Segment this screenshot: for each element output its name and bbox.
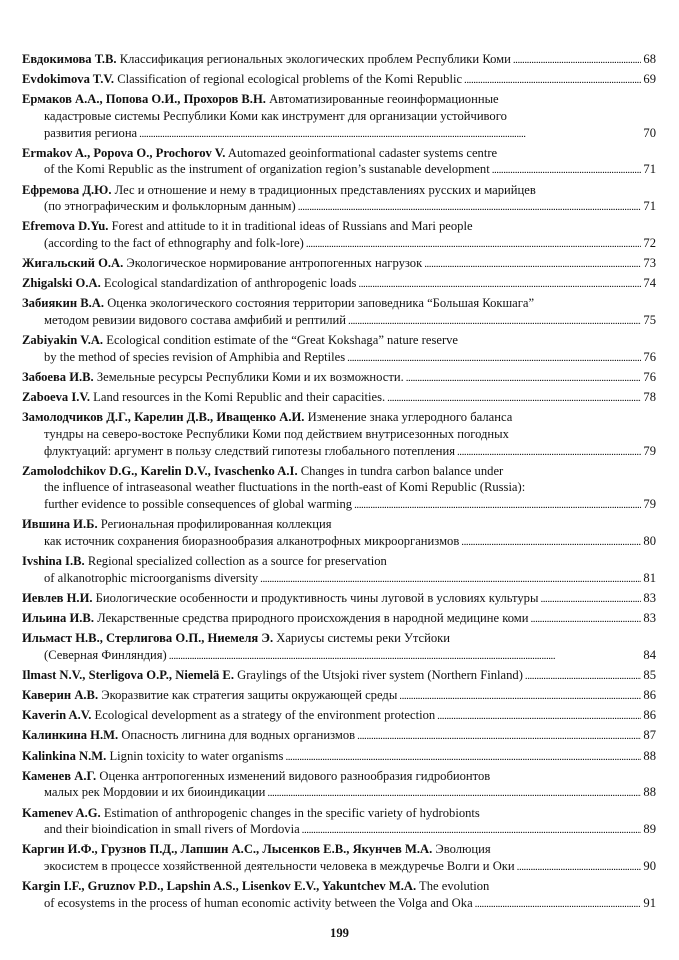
toc-entry-line: [22, 895, 656, 912]
entry-page-number: 84: [643, 647, 656, 662]
toc-entry: [22, 841, 656, 874]
entry-title: Lignin toxicity to water organisms: [109, 748, 284, 763]
toc-entry: [22, 182, 656, 215]
entry-title: Земельные ресурсы Республики Коми и их возможности.: [96, 370, 404, 385]
toc-entry: [22, 332, 656, 365]
toc-entry-line: [22, 349, 656, 366]
entry-title: Эволюция: [435, 842, 491, 857]
entry-page-number: 70: [643, 125, 656, 140]
entry-page-number: 86: [643, 688, 656, 703]
entry-page-number: 75: [643, 313, 656, 328]
dot-leader: [492, 161, 642, 178]
entry-title: Лекарственные средства природного происхождения в народной медицине коми: [97, 610, 529, 625]
entry-authors: Жигальский О.А.: [22, 256, 124, 271]
entry-title: экосистем в процессе хозяйственной деятельности человека в междуречье Волги и Оки: [44, 858, 515, 873]
dot-leader: [169, 647, 642, 664]
entry-page-number: 88: [643, 785, 656, 800]
toc-entry-line: [22, 748, 656, 765]
toc-entry: [22, 409, 656, 459]
dot-leader: [357, 727, 641, 744]
entry-title: and their bioindication in small rivers of Mordovia: [44, 822, 300, 837]
entry-title: Лес и отношение и нему в традиционных представлениях русских и марийцев: [114, 182, 536, 197]
entry-authors: Ильмаст Н.В., Стерлигова О.П., Ниемеля Э.: [22, 631, 274, 646]
entry-authors: Замолодчиков Д.Г., Карелин Д.В., Иващенко А.И.: [22, 410, 305, 425]
toc-entry: [22, 553, 656, 586]
toc-entry: [22, 768, 656, 801]
dot-leader: [513, 51, 642, 68]
toc-entry: [22, 295, 656, 328]
dot-leader: [302, 821, 642, 838]
dot-leader: [457, 443, 641, 460]
entry-page-number: 91: [643, 895, 656, 910]
entry-title: the influence of intraseasonal weather fluctuations in the north-east of Komi Republic (Russia):: [44, 480, 526, 495]
entry-page-number: 88: [643, 748, 656, 763]
toc-entry-line: [22, 51, 656, 68]
toc-entry-line: [22, 647, 656, 664]
dot-leader: [267, 784, 641, 801]
dot-leader: [399, 687, 641, 704]
entry-title: of the Komi Republic as the instrument of organization region’s sustanable development: [44, 162, 490, 177]
entry-page-number: 86: [643, 708, 656, 723]
entry-title: Оценка экологического состояния территории заповедника “Большая Кокшага”: [107, 296, 535, 311]
entry-title: further evidence to possible consequences of global warming: [44, 496, 353, 511]
dot-leader: [354, 496, 641, 513]
toc-entry: [22, 727, 656, 744]
dot-leader: [285, 748, 641, 765]
entry-title: Ecological development as a strategy of the environment protection: [94, 708, 436, 723]
toc-entry: [22, 878, 656, 911]
entry-authors: Evdokimova T.V.: [22, 72, 115, 87]
dot-leader: [306, 235, 642, 252]
entry-authors: Ильина И.В.: [22, 610, 94, 625]
entry-title: Региональная профилированная коллекция: [100, 517, 332, 532]
entry-authors: Иевлев Н.И.: [22, 590, 93, 605]
entry-title: of alkanotrophic microorganisms diversity: [44, 570, 259, 585]
toc-entry-line: [22, 463, 656, 480]
toc-entry: [22, 91, 656, 141]
toc-entry-line: [22, 235, 656, 252]
toc-entry: [22, 707, 656, 724]
entry-title: Опасность лигнина для водных организмов: [121, 728, 356, 743]
toc-entry: [22, 610, 656, 627]
entry-authors: Евдокимова Т.В.: [22, 52, 117, 66]
toc-entry-line: [22, 145, 656, 162]
dot-leader: [348, 312, 641, 329]
entry-page-number: 83: [643, 610, 656, 625]
entry-page-number: 71: [643, 199, 656, 214]
entry-authors: Ефремова Д.Ю.: [22, 182, 112, 197]
toc-entry-line: [22, 332, 656, 349]
dot-leader: [406, 369, 642, 386]
entry-page-number: 90: [643, 858, 656, 873]
entry-title: Classification of regional ecological problems of the Komi Republic: [117, 72, 463, 87]
entry-authors: Забиякин В.А.: [22, 296, 105, 311]
toc-entry-line: [22, 255, 656, 272]
entry-page-number: 76: [643, 349, 656, 364]
entry-title: Forest and attitude to it in traditional ideas of Russians and Mari people: [111, 219, 473, 234]
toc-entry: [22, 369, 656, 386]
toc-entry: [22, 389, 656, 406]
toc-entry-line: [22, 389, 656, 406]
entry-authors: Забоева И.В.: [22, 370, 94, 385]
toc-entry-line: [22, 858, 656, 875]
entry-authors: Kargin I.F., Gruznov P.D., Lapshin A.S., Lisenkov E.V., Yakuntchev M.A.: [22, 879, 417, 894]
dot-leader: [387, 389, 641, 406]
entry-title: флуктуаций: аргумент в пользу следствий гипотезы глобального потепления: [44, 443, 455, 458]
toc-entry-line: [22, 198, 656, 215]
page-number: 199: [330, 926, 349, 940]
toc-entry: [22, 275, 656, 292]
entry-title: Land resources in the Komi Republic and their capacities.: [93, 390, 386, 405]
toc-entry: [22, 71, 656, 88]
toc-entry-line: [22, 590, 656, 607]
entry-title: of ecosystems in the process of human economic activity between the Volga and Oka: [44, 895, 473, 910]
toc-entry: [22, 590, 656, 607]
toc-entry-line: [22, 218, 656, 235]
entry-title: Оценка антропогенных изменений видового разнообразия гидробионтов: [99, 768, 491, 783]
entry-title: Automazed geoinformational cadaster systems centre: [227, 145, 498, 160]
entry-title: Regional specialized collection as a source for preservation: [87, 553, 387, 568]
toc-entry-line: [22, 369, 656, 386]
toc-entry-line: [22, 768, 656, 785]
toc-entry-line: [22, 91, 656, 108]
entry-page-number: 71: [643, 162, 656, 177]
toc-entry-line: [22, 479, 656, 496]
toc-entry: [22, 255, 656, 272]
toc-entry-line: [22, 71, 656, 88]
toc-entry: [22, 687, 656, 704]
entry-authors: Ivshina I.B.: [22, 553, 85, 568]
dot-leader: [260, 570, 641, 587]
entry-title: Классификация региональных экологических проблем Республики Коми: [119, 52, 511, 66]
entry-page-number: 83: [643, 590, 656, 605]
entry-authors: Kaverin A.V.: [22, 708, 92, 723]
entry-title: (Северная Финляндия): [44, 647, 167, 662]
entry-authors: Ермаков А.А., Попова О.И., Прохоров В.Н.: [22, 92, 266, 107]
entry-title: Биологические особенности и продуктивность чины луговой в условиях культуры: [95, 590, 539, 605]
table-of-contents: [22, 51, 656, 915]
entry-title: кадастровые системы Республики Коми как инструмент для организации устойчивого: [44, 108, 507, 123]
toc-entry: [22, 516, 656, 549]
entry-title: by the method of species revision of Amphibia and Reptiles: [44, 349, 346, 364]
toc-entry-line: [22, 426, 656, 443]
entry-page-number: 78: [643, 390, 656, 405]
entry-page-number: 79: [643, 496, 656, 511]
toc-entry-line: [22, 125, 656, 142]
entry-authors: Zamolodchikov D.G., Karelin D.V., Ivaschenko A.I.: [22, 463, 298, 478]
entry-title: Graylings of the Utsjoki river system (Northern Finland): [237, 667, 523, 682]
toc-entry: [22, 145, 656, 178]
entry-page-number: 81: [643, 570, 656, 585]
dot-leader: [517, 858, 642, 875]
toc-entry-line: [22, 784, 656, 801]
toc-entry-line: [22, 570, 656, 587]
entry-title: Estimation of anthropogenic changes in the specific variety of hydrobionts: [103, 805, 480, 820]
toc-entry-line: [22, 687, 656, 704]
toc-entry-line: [22, 108, 656, 125]
entry-page-number: 80: [643, 533, 656, 548]
entry-title: Хариусы системы реки Утсйоки: [276, 631, 451, 646]
entry-authors: Калинкина Н.М.: [22, 728, 119, 743]
toc-entry-line: [22, 182, 656, 199]
entry-title: Ecological standardization of anthropogenic loads: [103, 276, 357, 291]
entry-page-number: 76: [643, 370, 656, 385]
dot-leader: [530, 610, 641, 627]
entry-authors: Каменев А.Г.: [22, 768, 97, 783]
entry-title: Экоразвитие как стратегия защиты окружающей среды: [101, 688, 398, 703]
entry-title: как источник сохранения биоразнообразия алканотрофных микроорганизмов: [44, 533, 460, 548]
toc-entry-line: [22, 533, 656, 550]
dot-leader: [424, 255, 641, 272]
entry-page-number: 79: [643, 443, 656, 458]
entry-authors: Efremova D.Yu.: [22, 219, 109, 234]
toc-entry-line: [22, 275, 656, 292]
entry-authors: Ившина И.Б.: [22, 517, 98, 532]
entry-title: (по этнографическим и фольклорным данным): [44, 199, 296, 214]
entry-page-number: 74: [643, 276, 656, 291]
entry-title: методом ревизии видового состава амфибий и рептилий: [44, 313, 347, 328]
entry-title: The evolution: [419, 879, 490, 894]
entry-title: тундры на северо-востоке Республики Коми под действием внутрисезонных погодных: [44, 427, 509, 441]
dot-leader: [464, 71, 641, 88]
entry-page-number: 87: [643, 728, 656, 743]
entry-authors: Zabiyakin V.A.: [22, 333, 104, 348]
toc-entry-line: [22, 496, 656, 513]
entry-authors: Ilmast N.V., Sterligova O.P., Niemelä E.: [22, 667, 234, 682]
toc-entry-line: [22, 821, 656, 838]
toc-entry-line: [22, 610, 656, 627]
toc-entry: [22, 463, 656, 513]
toc-entry-line: [22, 516, 656, 533]
toc-entry: [22, 218, 656, 251]
toc-entry-line: [22, 553, 656, 570]
dot-leader: [298, 198, 642, 215]
dot-leader: [525, 667, 642, 684]
entry-title: Автоматизированные геоинформационные: [269, 92, 499, 107]
toc-entry-line: [22, 878, 656, 895]
dot-leader: [358, 275, 641, 292]
entry-title: малых рек Мордовии и их биоиндикации: [44, 785, 266, 800]
toc-entry-line: [22, 409, 656, 426]
entry-title: Changes in tundra carbon balance under: [300, 463, 504, 478]
entry-page-number: 89: [643, 822, 656, 837]
entry-authors: Каверин А.В.: [22, 688, 99, 703]
dot-leader: [540, 590, 641, 607]
dot-leader: [437, 707, 641, 724]
toc-entry: [22, 748, 656, 765]
entry-authors: Kamenev A.G.: [22, 805, 101, 820]
entry-title: Экологическое нормирование антропогенных нагрузок: [126, 256, 423, 271]
entry-page-number: 69: [643, 72, 656, 87]
dot-leader: [139, 125, 641, 142]
toc-entry-line: [22, 295, 656, 312]
toc-entry-line: [22, 805, 656, 822]
toc-entry-line: [22, 312, 656, 329]
entry-authors: Каргин И.Ф., Грузнов П.Д., Лапшин А.С., Лысенков Е.В., Якунчев М.А.: [22, 842, 433, 857]
entry-page-number: 72: [643, 235, 656, 250]
toc-entry-line: [22, 630, 656, 647]
toc-entry: [22, 630, 656, 663]
entry-authors: Ermakov A., Popova O., Prochorov V.: [22, 145, 226, 160]
toc-entry-line: [22, 727, 656, 744]
entry-authors: Kalinkina N.M.: [22, 748, 107, 763]
dot-leader: [347, 349, 641, 366]
entry-authors: Zaboeva I.V.: [22, 390, 90, 405]
toc-entry: [22, 667, 656, 684]
toc-entry: [22, 51, 656, 68]
toc-entry-line: [22, 443, 656, 460]
toc-entry: [22, 805, 656, 838]
entry-title: развития региона: [44, 125, 138, 140]
dot-leader: [461, 533, 641, 550]
entry-page-number: 68: [643, 52, 656, 66]
toc-entry-line: [22, 841, 656, 858]
dot-leader: [475, 895, 642, 912]
toc-entry-line: [22, 707, 656, 724]
entry-title: Изменение знака углеродного баланса: [307, 410, 513, 425]
entry-page-number: 73: [643, 256, 656, 271]
entry-title: (according to the fact of ethnography and folk-lore): [44, 235, 304, 250]
entry-page-number: 85: [643, 667, 656, 682]
entry-title: Ecological condition estimate of the “Great Kokshaga” nature reserve: [106, 333, 459, 348]
toc-entry-line: [22, 667, 656, 684]
entry-authors: Zhigalski O.A.: [22, 276, 101, 291]
toc-entry-line: [22, 161, 656, 178]
